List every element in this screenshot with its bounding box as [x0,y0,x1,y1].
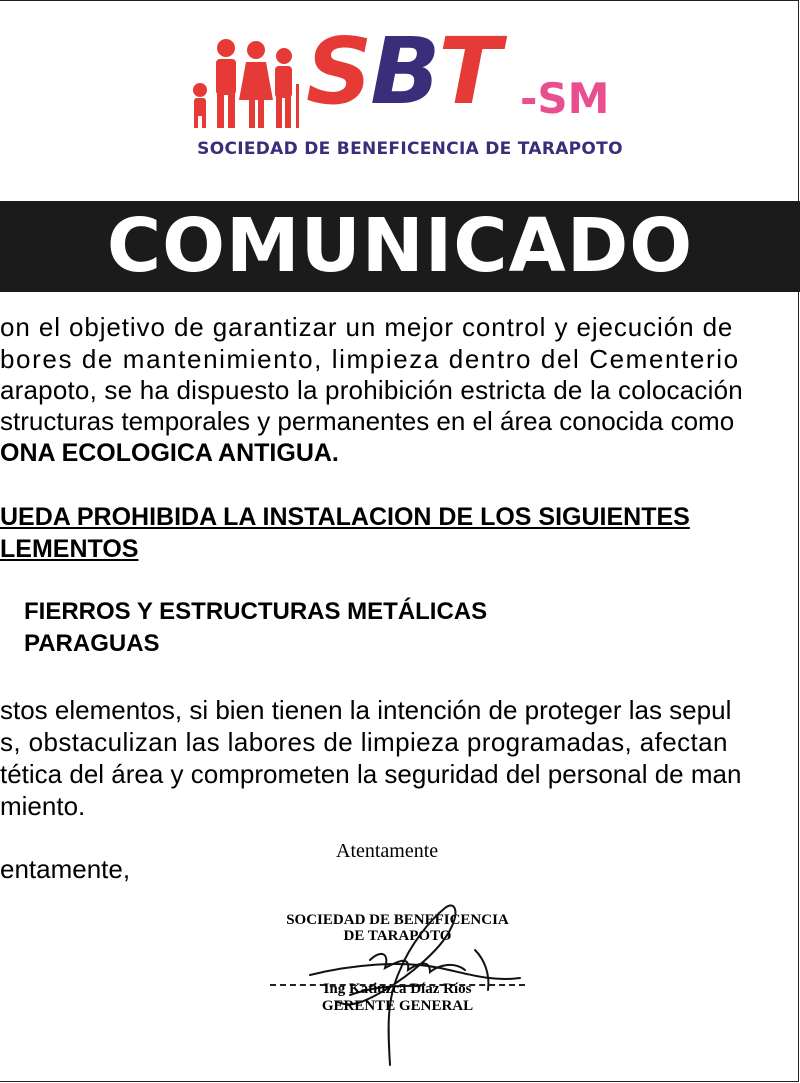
logo-subtitle: SOCIEDAD DE BENEFICENCIA DE TARAPOTO [197,139,623,159]
logo-suffix: -SM [520,74,610,123]
paragraph1-line-4: structuras temporales y permanentes en el área conocida como [0,406,735,436]
paragraph2-line-2: s, obstaculizan las labores de limpieza programadas, afectan [0,727,728,757]
prohibition-heading-line-1: UEDA PROHIBIDA LA INSTALACION DE LOS SIGUIENTES [0,503,690,531]
logo-letter-s: S [306,18,371,125]
paragraph2-line-4: miento. [0,791,86,821]
handwritten-signature [290,890,530,1070]
paragraph1-line-3: arapoto, se ha dispuesto la prohibición estricta de la colocación [0,375,743,405]
paragraph2-line-3: tética del área y comprometen la seguridad del personal de man [0,759,742,789]
logo-wordmark [306,18,500,125]
paragraph1-line-1: on el objetivo de garantizar un mejor control y ejecución de [0,312,734,342]
sbt-logo [180,18,640,170]
list-item: PARAGUAS [24,630,160,657]
signatory-name: Ing Katiuzca Díaz Ríos [323,981,472,997]
paragraph1-line-2: bores de mantenimiento, limpieza dentro del Cementerio [0,344,740,374]
title-banner [0,201,800,292]
paragraph2-line-1: stos elementos, si bien tienen la intención de proteger las sepul [0,695,732,725]
zone-name: ONA ECOLOGICA ANTIGUA. [0,439,339,467]
signature-salutation: Atentamente [336,840,439,862]
logo-letter-t: T [438,18,500,125]
closing-text: entamente, [0,854,131,884]
signature-org-line-1: SOCIEDAD DE BENEFICENCIA [286,912,509,928]
list-item: FIERROS Y ESTRUCTURAS METÁLICAS [24,598,488,625]
page-title: COMUNICADO [106,203,694,289]
signatory-title: GERENTE GENERAL [321,998,474,1014]
family-figures-icon [186,38,306,130]
logo-letter-b: B [370,18,439,125]
signature-org-line-2: DE TARAPOTO [343,928,452,944]
prohibition-heading-line-2: LEMENTOS [0,535,139,563]
signature-name-block [265,981,530,1015]
